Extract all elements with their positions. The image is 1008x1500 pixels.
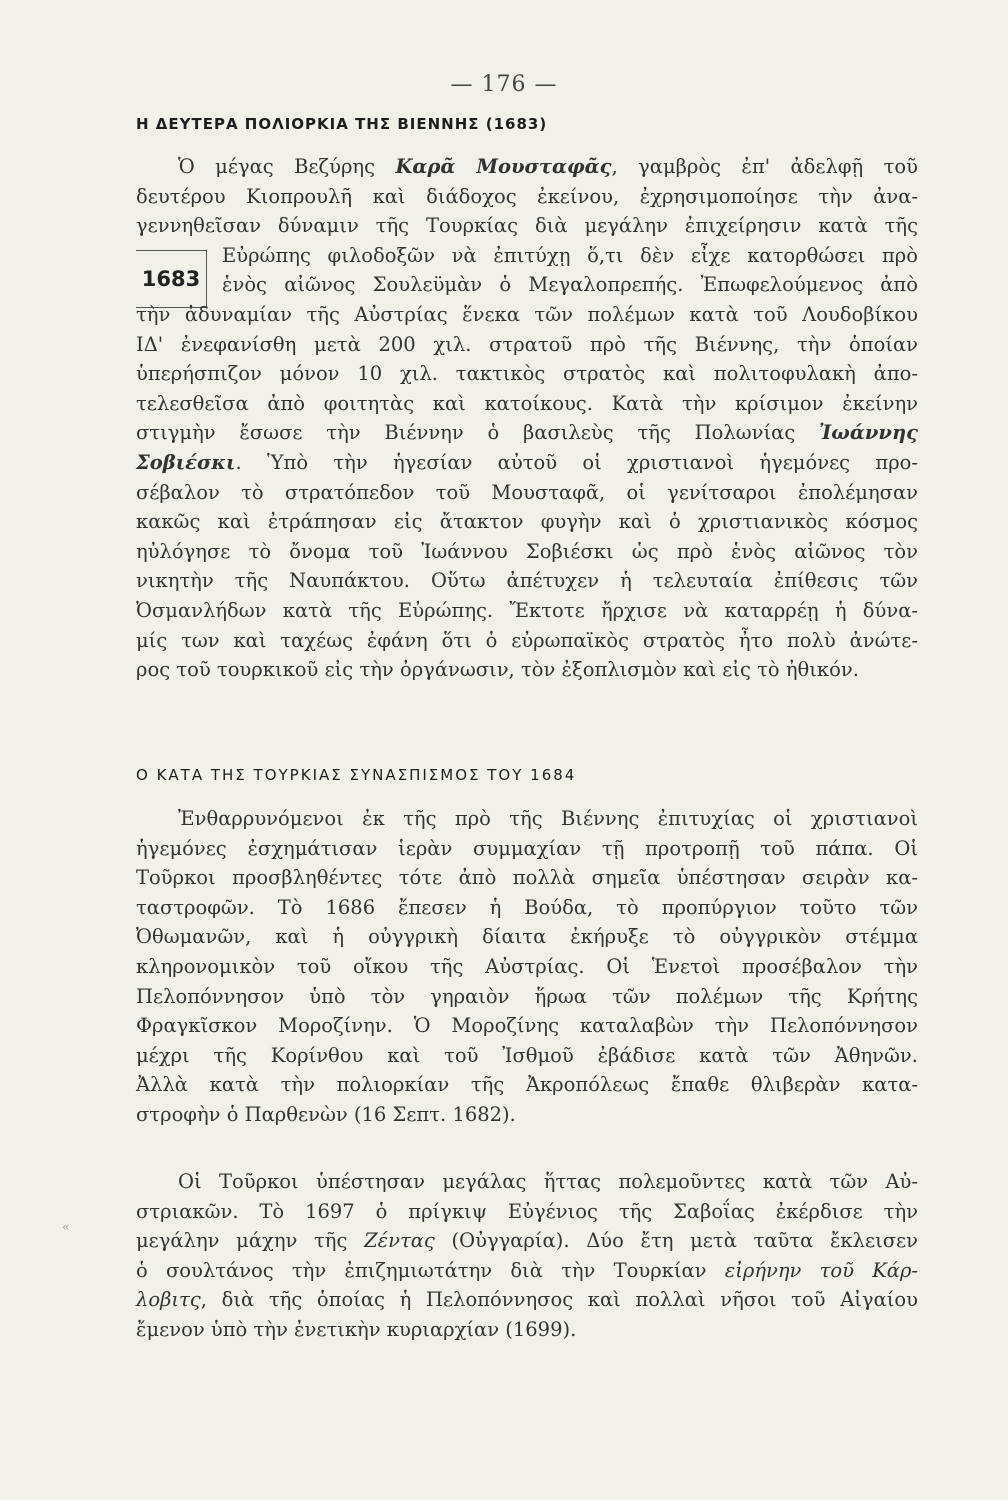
emphasis-name: Ἰωάννης bbox=[819, 421, 918, 445]
text-line: ηὐλόγησε τὸ ὄνομα τοῦ Ἰωάννου Σοβιέσκι ὡς πρὸ ἑνὸς αἰῶνος τὸν bbox=[136, 539, 918, 563]
text-line: Ἐνθαρρυνόμενοι ἐκ τῆς πρὸ τῆς Βιέννης ἐπιτυχίας οἱ χριστιανοὶ bbox=[178, 807, 918, 830]
text-line: ἔμενον ὑπὸ τὴν ἐνετικὴν κυριαρχίαν (1699). bbox=[136, 1317, 577, 1341]
text-line: ἡγεμόνες ἐσχημάτισαν ἱερὰν συμμαχίαν τῇ προτροπῇ τοῦ πάπα. Οἱ bbox=[136, 836, 918, 860]
text-line: ὁ σουλτάνος τὴν ἐπιζημιωτάτην διὰ τὴν Τουρκίαν εἰρήνην τοῦ Κάρ- bbox=[136, 1258, 919, 1282]
section-heading-coalition-1684: Ο ΚΑΤΑ ΤΗΣ ΤΟΥΡΚΙΑΣ ΣΥΝΑΣΠΙΣΜΟΣ ΤΟΥ 1684 bbox=[136, 766, 577, 784]
margin-year-note: 1683 bbox=[136, 250, 207, 308]
text-line: μίς των καὶ ταχέως ἐφάνη ὅτι ὁ εὐρωπαϊκὸς στρατὸς ἦτο πολὺ ἀνώτε- bbox=[136, 628, 918, 652]
text-line: Ἀλλὰ κατὰ τὴν πολιορκίαν τῆς Ἀκροπόλεως ἔπαθε θλιβερὰν κατα- bbox=[136, 1073, 918, 1097]
text-line: μεγάλην μάχην τῆς Ζέντας (Οὐγγαρία). Δύο ἔτη μετὰ ταῦτα ἔκλεισεν bbox=[136, 1229, 918, 1253]
margin-speck: « bbox=[62, 1220, 70, 1234]
italic-treaty: λοβιτς bbox=[136, 1288, 201, 1312]
section-heading-siege-of-vienna: Η ΔΕΥΤΕΡΑ ΠΟΛΙΟΡΚΙΑ ΤΗΣ ΒΙΕΝΝΗΣ (1683) bbox=[136, 115, 548, 133]
paragraph-turkish-defeats bbox=[136, 1167, 918, 1345]
text-line: ταστροφῶν. Τὸ 1686 ἔπεσεν ἡ Βούδα, τὸ προπύργιον τοῦτο τῶν bbox=[136, 895, 918, 919]
text-line: γεννηθεῖσαν δύναμιν τῆς Τουρκίας διὰ μεγάλην ἐπιχείρησιν κατὰ τῆς bbox=[136, 214, 918, 238]
text-line: δευτέρου Κιοπρουλῆ καὶ διάδοχος ἐκείνου, ἐχρησιμοποίησε τὴν ἀνα- bbox=[136, 184, 918, 208]
text-line: κληρονομικὸν τοῦ οἴκου τῆς Αὐστρίας. Οἱ Ἑνετοὶ προσέβαλον τὴν bbox=[136, 954, 918, 978]
text-line: Εὐρώπης φιλοδοξῶν νὰ ἐπιτύχῃ ὅ,τι δὲν εἶχε κατορθώσει πρὸ bbox=[222, 243, 918, 267]
text-line: ἑνὸς αἰῶνος Σουλεϋμὰν ὁ Μεγαλοπρεπής. Ἐπωφελούμενος ἀπὸ bbox=[222, 273, 918, 297]
text-line: λοβιτς, διὰ τῆς ὁποίας ἡ Πελοπόννησος καὶ πολλαὶ νῆσοι τοῦ Αἰγαίου bbox=[136, 1288, 918, 1312]
text-line: σέβαλον τὸ στρατόπεδον τοῦ Μουσταφᾶ, οἱ γενίτσαροι ἐπολέμησαν bbox=[136, 480, 918, 504]
text-line: Τοῦρκοι προσβληθέντες τότε ἀπὸ πολλὰ σημεῖα ὑπέστησαν σειρὰν κα- bbox=[136, 866, 918, 890]
text-line: μέχρι τῆς Κορίνθου καὶ τοῦ Ἰσθμοῦ ἐβάδισε κατὰ τῶν Ἀθηνῶν. bbox=[136, 1043, 918, 1067]
text-line: στιγμὴν ἔσωσε τὴν Βιέννην ὁ βασιλεὺς τῆς Πολωνίας Ἰωάννης bbox=[136, 421, 918, 445]
emphasis-name: Καρᾶ Μουσταφᾶς bbox=[395, 155, 612, 178]
text-line: Σοβιέσκι. Ὑπὸ τὴν ἡγεσίαν αὐτοῦ οἱ χριστιανοὶ ἡγεμόνες προ- bbox=[136, 450, 918, 474]
italic-treaty: εἰρήνην τοῦ Κάρ- bbox=[724, 1258, 919, 1282]
text-line: στριακῶν. Τὸ 1697 ὁ πρίγκιψ Εὐγένιος τῆς Σαβοΐας ἐκέρδισε τὴν bbox=[136, 1199, 918, 1223]
text-line: τὴν ἀδυναμίαν τῆς Αὐστρίας ἕνεκα τῶν πολέμων κατὰ τοῦ Λουδοβίκου bbox=[136, 302, 918, 326]
text-line: νικητὴν τῆς Ναυπάκτου. Οὕτω ἀπέτυχεν ἡ τελευταία ἐπίθεσις τῶν bbox=[136, 569, 918, 593]
paragraph-coalition bbox=[136, 804, 918, 1130]
text-line: Πελοπόννησον ὑπὸ τὸν γηραιὸν ἥρωα τῶν πολέμων τῆς Κρήτης bbox=[136, 984, 918, 1008]
page-number: — 176 — bbox=[450, 72, 558, 97]
italic-place: Ζέντας bbox=[364, 1229, 435, 1253]
text-line: Οἱ Τοῦρκοι ὑπέστησαν μεγάλας ἥττας πολεμοῦντες κατὰ τῶν Αὐ- bbox=[178, 1170, 918, 1193]
text-line: ρος τοῦ τουρκικοῦ εἰς τὴν ὀργάνωσιν, τὸν ἐξοπλισμὸν καὶ εἰς τὸ ἠθικόν. bbox=[136, 658, 859, 682]
emphasis-name: Σοβιέσκι bbox=[136, 450, 236, 474]
text-line: Ὀθωμανῶν, καὶ ἡ οὐγγρικὴ δίαιτα ἐκήρυξε τὸ οὐγγρικὸν στέμμα bbox=[136, 925, 918, 949]
text-line: κακῶς καὶ ἐτράπησαν εἰς ἄτακτον φυγὴν καὶ ὁ χριστιανικὸς κόσμος bbox=[136, 510, 918, 534]
text-line: τελεσθεῖσα ἀπὸ φοιτητὰς καὶ κατοίκους. Κατὰ τὴν κρίσιμον ἐκείνην bbox=[136, 391, 918, 415]
paragraph-siege-of-vienna bbox=[136, 152, 918, 685]
text-line: Ὀσμανλήδων κατὰ τῆς Εὐρώπης. Ἔκτοτε ἤρχισε νὰ καταρρέῃ ἡ δύνα- bbox=[136, 598, 918, 622]
text-line: Ὁ μέγας Βεζύρης Καρᾶ Μουσταφᾶς, γαμβρὸς ἐπ' ἀδελφῇ τοῦ bbox=[178, 155, 918, 178]
text-line: στροφὴν ὁ Παρθενὼν (16 Σεπτ. 1682). bbox=[136, 1102, 516, 1126]
text-line: ὑπερήσπιζον μόνον 10 χιλ. τακτικὸς στρατὸς καὶ πολιτοφυλακὴ ἀπο- bbox=[136, 362, 918, 386]
text-line: Φραγκῖσκον Μοροζίνην. Ὁ Μοροζίνης καταλαβὼν τὴν Πελοπόννησον bbox=[136, 1014, 918, 1038]
text-line: ΙΔ' ἐνεφανίσθη μετὰ 200 χιλ. στρατοῦ πρὸ τῆς Βιέννης, τὴν ὁποίαν bbox=[136, 332, 918, 356]
